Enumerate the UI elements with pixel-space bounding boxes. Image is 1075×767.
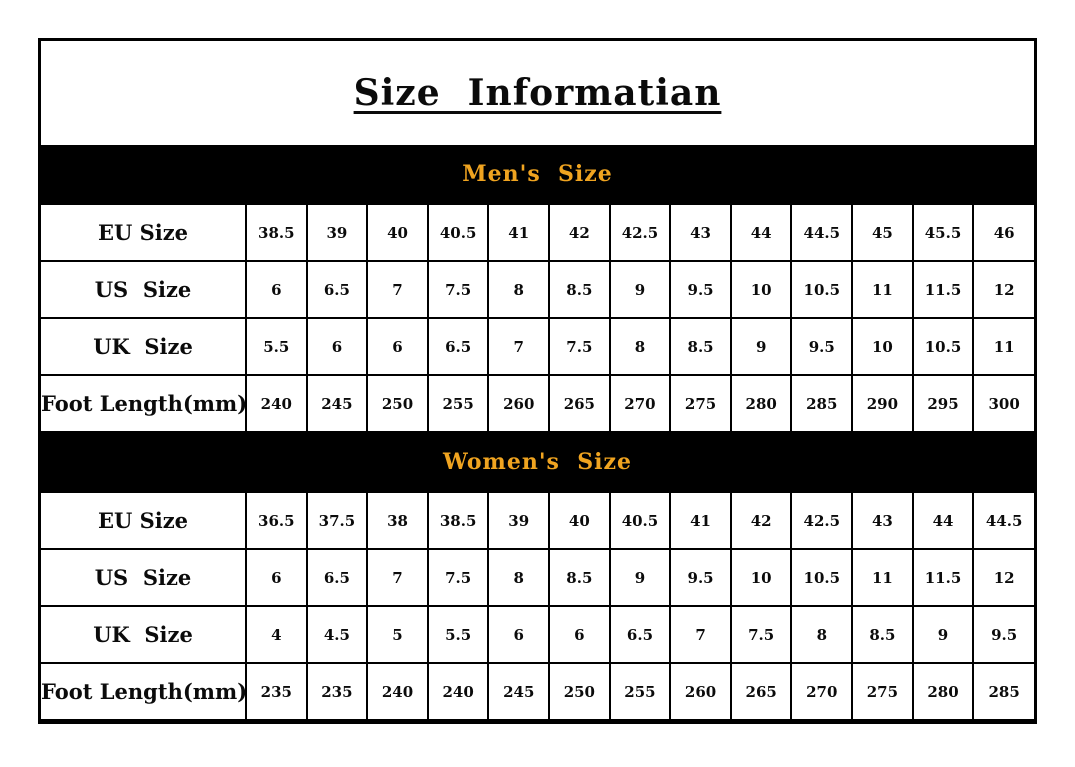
size-cell: 11.5 <box>913 549 974 606</box>
size-cell: 260 <box>488 375 549 432</box>
size-cell: 255 <box>428 375 489 432</box>
size-cell: 44.5 <box>973 492 1034 549</box>
page-title: Size Informatian <box>353 72 722 114</box>
size-cell: 280 <box>913 663 974 720</box>
size-cell: 45.5 <box>913 204 974 261</box>
size-cell: 240 <box>246 375 307 432</box>
table-row <box>41 549 1034 606</box>
size-cell: 285 <box>791 375 852 432</box>
size-cell: 37.5 <box>307 492 368 549</box>
row-label: EU Size <box>41 204 246 261</box>
size-cell: 9 <box>731 318 792 375</box>
size-cell: 8.5 <box>852 606 913 663</box>
size-cell: 11 <box>852 549 913 606</box>
size-cell: 8 <box>488 261 549 318</box>
size-cell: 10.5 <box>913 318 974 375</box>
mens-size-heading: Men's Size <box>462 161 613 187</box>
row-label: US Size <box>41 549 246 606</box>
size-cell: 8.5 <box>549 549 610 606</box>
size-chart-frame <box>38 38 1037 724</box>
womens-size-heading: Women's Size <box>442 449 633 475</box>
size-cell: 6.5 <box>428 318 489 375</box>
size-cell: 295 <box>913 375 974 432</box>
size-cell: 44 <box>913 492 974 549</box>
table-row <box>41 606 1034 663</box>
size-cell: 6 <box>246 549 307 606</box>
size-cell: 300 <box>973 375 1034 432</box>
size-cell: 240 <box>428 663 489 720</box>
table-row <box>41 318 1034 375</box>
size-cell: 7.5 <box>428 261 489 318</box>
size-cell: 6 <box>246 261 307 318</box>
size-cell: 265 <box>549 375 610 432</box>
size-cell: 9.5 <box>670 549 731 606</box>
mens-size-table <box>41 203 1034 433</box>
size-cell: 6 <box>488 606 549 663</box>
size-cell: 39 <box>488 492 549 549</box>
size-cell: 235 <box>307 663 368 720</box>
size-cell: 11.5 <box>913 261 974 318</box>
size-cell: 275 <box>670 375 731 432</box>
size-cell: 44.5 <box>791 204 852 261</box>
size-cell: 245 <box>307 375 368 432</box>
size-cell: 265 <box>731 663 792 720</box>
size-cell: 10 <box>731 261 792 318</box>
womens-size-table <box>41 491 1034 721</box>
size-cell: 7.5 <box>428 549 489 606</box>
row-label: Foot Length(mm) <box>41 663 246 720</box>
size-cell: 5.5 <box>428 606 489 663</box>
size-cell: 6 <box>549 606 610 663</box>
size-cell: 6 <box>307 318 368 375</box>
size-cell: 285 <box>973 663 1034 720</box>
size-cell: 10 <box>731 549 792 606</box>
size-cell: 38.5 <box>246 204 307 261</box>
womens-size-band <box>41 433 1034 491</box>
size-cell: 10 <box>852 318 913 375</box>
size-cell: 235 <box>246 663 307 720</box>
size-cell: 5 <box>367 606 428 663</box>
size-cell: 9.5 <box>670 261 731 318</box>
size-cell: 45 <box>852 204 913 261</box>
size-cell: 44 <box>731 204 792 261</box>
size-cell: 250 <box>367 375 428 432</box>
size-cell: 11 <box>852 261 913 318</box>
size-cell: 270 <box>791 663 852 720</box>
size-cell: 40.5 <box>428 204 489 261</box>
table-row <box>41 663 1034 720</box>
size-cell: 250 <box>549 663 610 720</box>
size-cell: 7 <box>367 261 428 318</box>
size-cell: 11 <box>973 318 1034 375</box>
size-cell: 270 <box>610 375 671 432</box>
size-cell: 42.5 <box>791 492 852 549</box>
size-cell: 10.5 <box>791 549 852 606</box>
size-cell: 290 <box>852 375 913 432</box>
table-row <box>41 492 1034 549</box>
size-cell: 8 <box>488 549 549 606</box>
size-cell: 280 <box>731 375 792 432</box>
size-cell: 41 <box>488 204 549 261</box>
row-label: UK Size <box>41 318 246 375</box>
size-cell: 6.5 <box>610 606 671 663</box>
size-cell: 4.5 <box>307 606 368 663</box>
size-cell: 42.5 <box>610 204 671 261</box>
size-cell: 5.5 <box>246 318 307 375</box>
size-cell: 6 <box>367 318 428 375</box>
size-cell: 8.5 <box>549 261 610 318</box>
size-cell: 41 <box>670 492 731 549</box>
size-cell: 240 <box>367 663 428 720</box>
size-cell: 12 <box>973 261 1034 318</box>
size-cell: 40 <box>549 492 610 549</box>
size-cell: 38 <box>367 492 428 549</box>
size-cell: 12 <box>973 549 1034 606</box>
size-cell: 8.5 <box>670 318 731 375</box>
size-cell: 40 <box>367 204 428 261</box>
size-cell: 39 <box>307 204 368 261</box>
size-cell: 6.5 <box>307 549 368 606</box>
size-cell: 43 <box>852 492 913 549</box>
size-cell: 9 <box>913 606 974 663</box>
size-cell: 7 <box>367 549 428 606</box>
size-cell: 40.5 <box>610 492 671 549</box>
row-label: EU Size <box>41 492 246 549</box>
size-cell: 260 <box>670 663 731 720</box>
size-cell: 8 <box>791 606 852 663</box>
womens-size-section <box>41 433 1034 721</box>
table-row <box>41 204 1034 261</box>
size-cell: 9.5 <box>973 606 1034 663</box>
size-cell: 4 <box>246 606 307 663</box>
row-label: Foot Length(mm) <box>41 375 246 432</box>
row-label: UK Size <box>41 606 246 663</box>
size-cell: 10.5 <box>791 261 852 318</box>
size-cell: 255 <box>610 663 671 720</box>
size-cell: 9.5 <box>791 318 852 375</box>
size-cell: 7 <box>670 606 731 663</box>
size-cell: 8 <box>610 318 671 375</box>
size-cell: 9 <box>610 549 671 606</box>
size-cell: 43 <box>670 204 731 261</box>
size-cell: 275 <box>852 663 913 720</box>
table-row <box>41 261 1034 318</box>
size-cell: 7.5 <box>731 606 792 663</box>
size-cell: 42 <box>731 492 792 549</box>
size-cell: 42 <box>549 204 610 261</box>
table-row <box>41 375 1034 432</box>
size-cell: 36.5 <box>246 492 307 549</box>
size-cell: 245 <box>488 663 549 720</box>
size-cell: 38.5 <box>428 492 489 549</box>
size-cell: 7 <box>488 318 549 375</box>
size-cell: 9 <box>610 261 671 318</box>
mens-size-band <box>41 145 1034 203</box>
mens-size-section <box>41 145 1034 433</box>
size-cell: 46 <box>973 204 1034 261</box>
title-area <box>41 41 1034 145</box>
row-label: US Size <box>41 261 246 318</box>
size-cell: 6.5 <box>307 261 368 318</box>
size-cell: 7.5 <box>549 318 610 375</box>
